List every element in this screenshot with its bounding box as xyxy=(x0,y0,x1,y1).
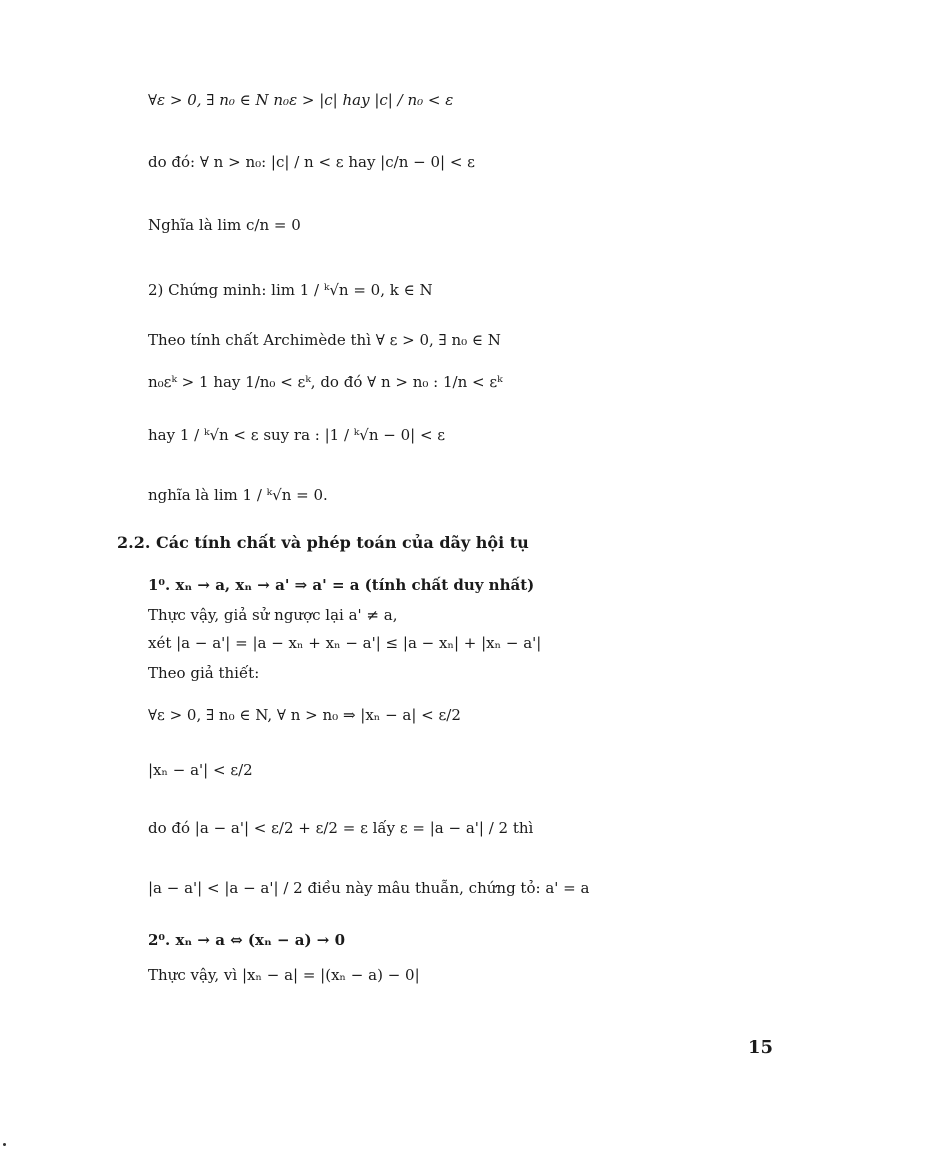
property-1-line-1: Thực vậy, giả sử ngược lại a' ≠ a, xyxy=(148,606,398,624)
property-1-line-4: ∀ε > 0, ∃ n₀ ∈ N, ∀ n > n₀ ⇒ |xₙ − a| < ε/2 xyxy=(148,706,461,724)
scan-speck xyxy=(3,1143,6,1146)
line-archimedes-c: ∀ε > 0, ∃ n₀ ∈ N n₀ε > |c| hay |c| / n₀ < ε xyxy=(148,91,454,109)
line-root-less-epsilon: hay 1 / ᵏ√n < ε suy ra : |1 / ᵏ√n − 0| < ε xyxy=(148,426,446,444)
property-1-line-6: do đó |a − a'| < ε/2 + ε/2 = ε lấy ε = |a − a'| / 2 thì xyxy=(148,819,534,837)
property-1-line-5: |xₙ − a'| < ε/2 xyxy=(148,761,253,779)
property-1-line-3: Theo giả thiết: xyxy=(148,664,260,682)
line-archimedes-property: Theo tính chất Archimède thì ∀ ε > 0, ∃ n₀ ∈ N xyxy=(148,331,501,349)
property-1-line-7: |a − a'| < |a − a'| / 2 điều này mâu thuẫn, chứng tỏ: a' = a xyxy=(148,879,590,897)
property-1-line-2: xét |a − a'| = |a − xₙ + xₙ − a'| ≤ |a − xₙ| + |xₙ − a'| xyxy=(148,634,542,652)
property-2-line-1: Thực vậy, vì |xₙ − a| = |(xₙ − a) − 0| xyxy=(148,966,420,984)
line-limit-root-zero: nghĩa là lim 1 / ᵏ√n = 0. xyxy=(148,486,328,504)
page-number: 15 xyxy=(748,1037,774,1058)
line-limit-c-over-n: Nghĩa là lim c/n = 0 xyxy=(148,216,301,234)
line-epsilon-k: n₀εᵏ > 1 hay 1/n₀ < εᵏ, do đó ∀ n > n₀ : 1/n < εᵏ xyxy=(148,373,503,391)
property-1-title: 1⁰. xₙ → a, xₙ → a' ⇒ a' = a (tính chất duy nhất) xyxy=(148,576,535,594)
line-therefore-c: do đó: ∀ n > n₀: |c| / n < ε hay |c/n − 0| < ε xyxy=(148,153,475,171)
line-prove-root-limit: 2) Chứng minh: lim 1 / ᵏ√n = 0, k ∈ N xyxy=(148,281,433,299)
section-heading: 2.2. Các tính chất và phép toán của dãy hội tụ xyxy=(117,533,529,552)
property-2-title: 2⁰. xₙ → a ⇔ (xₙ − a) → 0 xyxy=(148,931,346,949)
